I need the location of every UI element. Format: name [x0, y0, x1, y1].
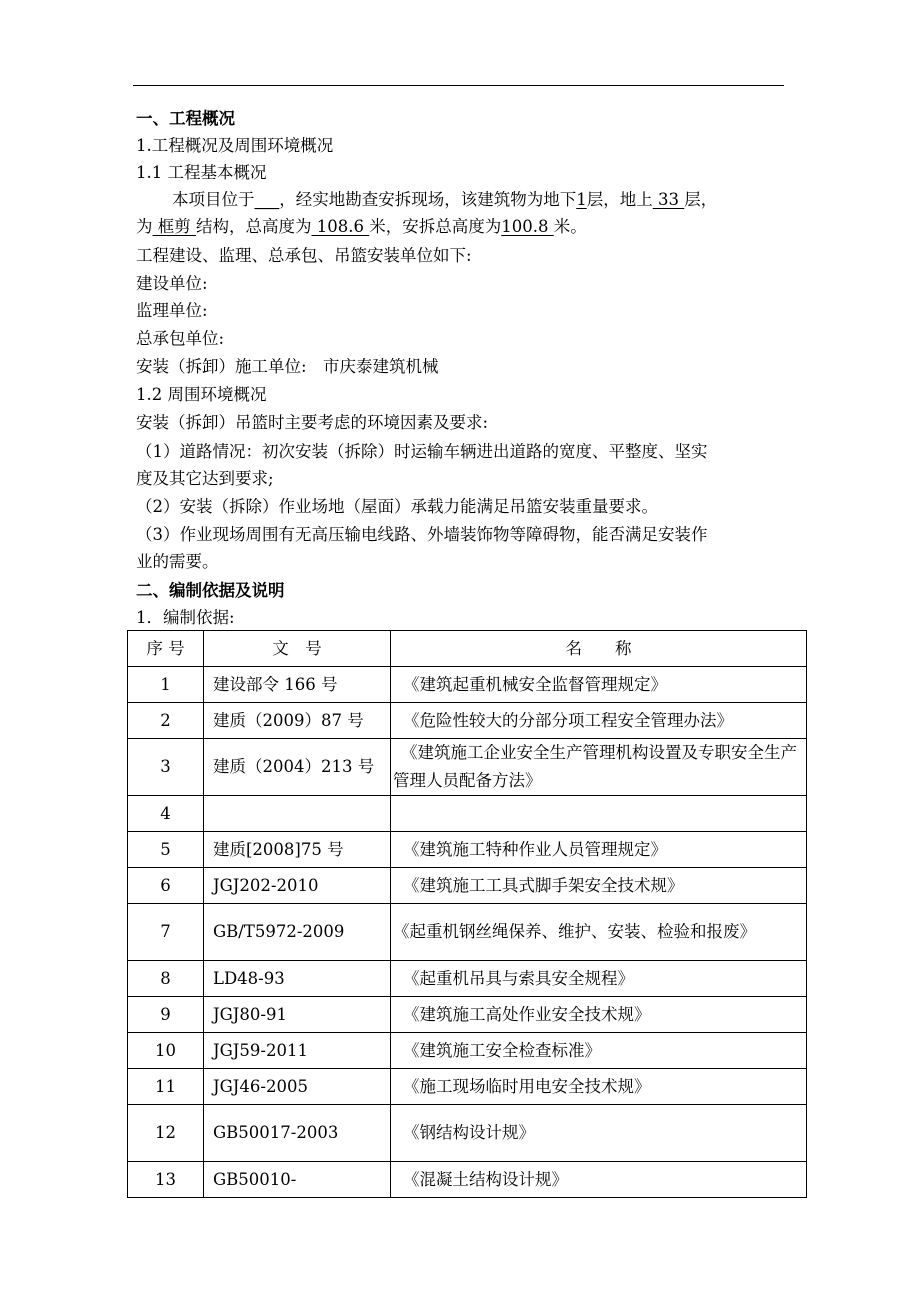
row-no: 8 — [128, 961, 204, 997]
env-item3-line2: 业的需要。 — [136, 552, 219, 571]
row-no: 1 — [128, 667, 204, 703]
env-item3-line1: （3）作业现场周围有无高压输电线路、外墙装饰物等障碍物，能否满足安装作 — [136, 525, 708, 544]
total-height: 108.6 — [311, 217, 370, 236]
row-no: 10 — [128, 1033, 204, 1069]
row-doc: JGJ80-91 — [204, 997, 391, 1033]
env-item1-line2: 度及其它达到要求; — [136, 469, 274, 488]
table-row — [128, 832, 807, 868]
row-name: 《危险性较大的分部分项工程安全管理办法》 — [391, 703, 807, 739]
row-name: 《建筑施工高处作业安全技术规》 — [391, 997, 807, 1033]
table-row — [128, 796, 807, 832]
table-row — [128, 667, 807, 703]
row-doc: 建质（2004）213 号 — [204, 739, 391, 796]
underground-floors: 1 — [576, 190, 587, 209]
row-name: 《起重机吊具与索具安全规程》 — [391, 961, 807, 997]
install-height: 100.8 — [501, 217, 554, 236]
row-name: 《建筑起重机械安全监督管理规定》 — [391, 667, 807, 703]
table-row — [128, 1105, 807, 1162]
row-no: 11 — [128, 1069, 204, 1105]
row-name: 《混凝土结构设计规》 — [391, 1162, 807, 1198]
table-row — [128, 1033, 807, 1069]
table-row — [128, 868, 807, 904]
above-floors: 33 — [652, 190, 685, 209]
overview-paragraph-line1: 本项目位于___，经实地勘查安拆现场，该建筑物为地下1层，地上 33 层， — [172, 190, 718, 209]
row-name: 《建筑施工安全检查标准》 — [391, 1033, 807, 1069]
structure-type: 框剪 — [152, 217, 196, 236]
env-item1-line1: （1）道路情况：初次安装（拆除）时运输车辆进出道路的宽度、平整度、坚实 — [136, 442, 708, 461]
table-row — [128, 1069, 807, 1105]
row-doc: LD48-93 — [204, 961, 391, 997]
row-doc: 建质（2009）87 号 — [204, 703, 391, 739]
header-rule — [133, 85, 784, 86]
row-name — [391, 796, 807, 832]
env-item2: （2）安装（拆除）作业场地（屋面）承载力能满足吊篮安装重量要求。 — [136, 497, 658, 516]
row-no: 4 — [128, 796, 204, 832]
section2-sub1: 1．编制依据: — [136, 608, 235, 627]
row-name: 《钢结构设计规》 — [391, 1105, 807, 1162]
row-doc: JGJ59-2011 — [204, 1033, 391, 1069]
row-no: 6 — [128, 868, 204, 904]
header-no: 序 号 — [128, 631, 204, 667]
row-no: 5 — [128, 832, 204, 868]
table-row — [128, 703, 807, 739]
row-doc: 建设部令 166 号 — [204, 667, 391, 703]
overview-paragraph-line2: 为 框剪 结构，总高度为 108.6 米，安拆总高度为100.8 米。 — [136, 217, 587, 236]
units-intro: 工程建设、监理、总承包、吊篮安装单位如下: — [136, 246, 472, 265]
unit-install: 安装（拆卸）施工单位: 市庆泰建筑机械 — [136, 357, 439, 376]
row-doc: JGJ202-2010 — [204, 868, 391, 904]
table-row — [128, 997, 807, 1033]
section1-sub11: 1.1 工程基本概况 — [136, 163, 267, 182]
row-doc: JGJ46-2005 — [204, 1069, 391, 1105]
unit-construction: 建设单位: — [136, 274, 208, 293]
table-row — [128, 961, 807, 997]
table-row — [128, 739, 807, 796]
row-no: 13 — [128, 1162, 204, 1198]
row-name: 《起重机钢丝绳保养、维护、安装、检验和报废》 — [391, 904, 807, 961]
section2-title: 二、编制依据及说明 — [136, 581, 285, 600]
row-name: 《施工现场临时用电安全技术规》 — [391, 1069, 807, 1105]
unit-general: 总承包单位: — [136, 329, 225, 348]
env-intro: 安装（拆卸）吊篮时主要考虑的环境因素及要求: — [136, 413, 489, 432]
row-name: 《建筑施工特种作业人员管理规定》 — [391, 832, 807, 868]
row-name: 《建筑施工企业安全生产管理机构设置及专职安全生产管理人员配备方法》 — [391, 739, 807, 796]
row-no: 3 — [128, 739, 204, 796]
row-no: 12 — [128, 1105, 204, 1162]
section1-title: 一、工程概况 — [136, 109, 235, 128]
row-no: 7 — [128, 904, 204, 961]
table-row — [128, 1162, 807, 1198]
section1-sub12: 1.2 周围环境概况 — [136, 385, 267, 404]
header-doc: 文 号 — [204, 631, 391, 667]
header-name: 名 称 — [391, 631, 807, 667]
row-doc: GB/T5972-2009 — [204, 904, 391, 961]
section1-sub1: 1.工程概况及周围环境概况 — [136, 136, 334, 155]
row-doc: GB50010- — [204, 1162, 391, 1198]
row-no: 2 — [128, 703, 204, 739]
row-name: 《建筑施工工具式脚手架安全技术规》 — [391, 868, 807, 904]
unit-supervision: 监理单位: — [136, 301, 208, 320]
reference-table — [127, 630, 807, 1198]
row-no: 9 — [128, 997, 204, 1033]
row-doc: GB50017-2003 — [204, 1105, 391, 1162]
table-row — [128, 904, 807, 961]
row-doc: 建质[2008]75 号 — [204, 832, 391, 868]
row-doc — [204, 796, 391, 832]
table-header-row — [128, 631, 807, 667]
location-blank: ___ — [254, 190, 280, 209]
